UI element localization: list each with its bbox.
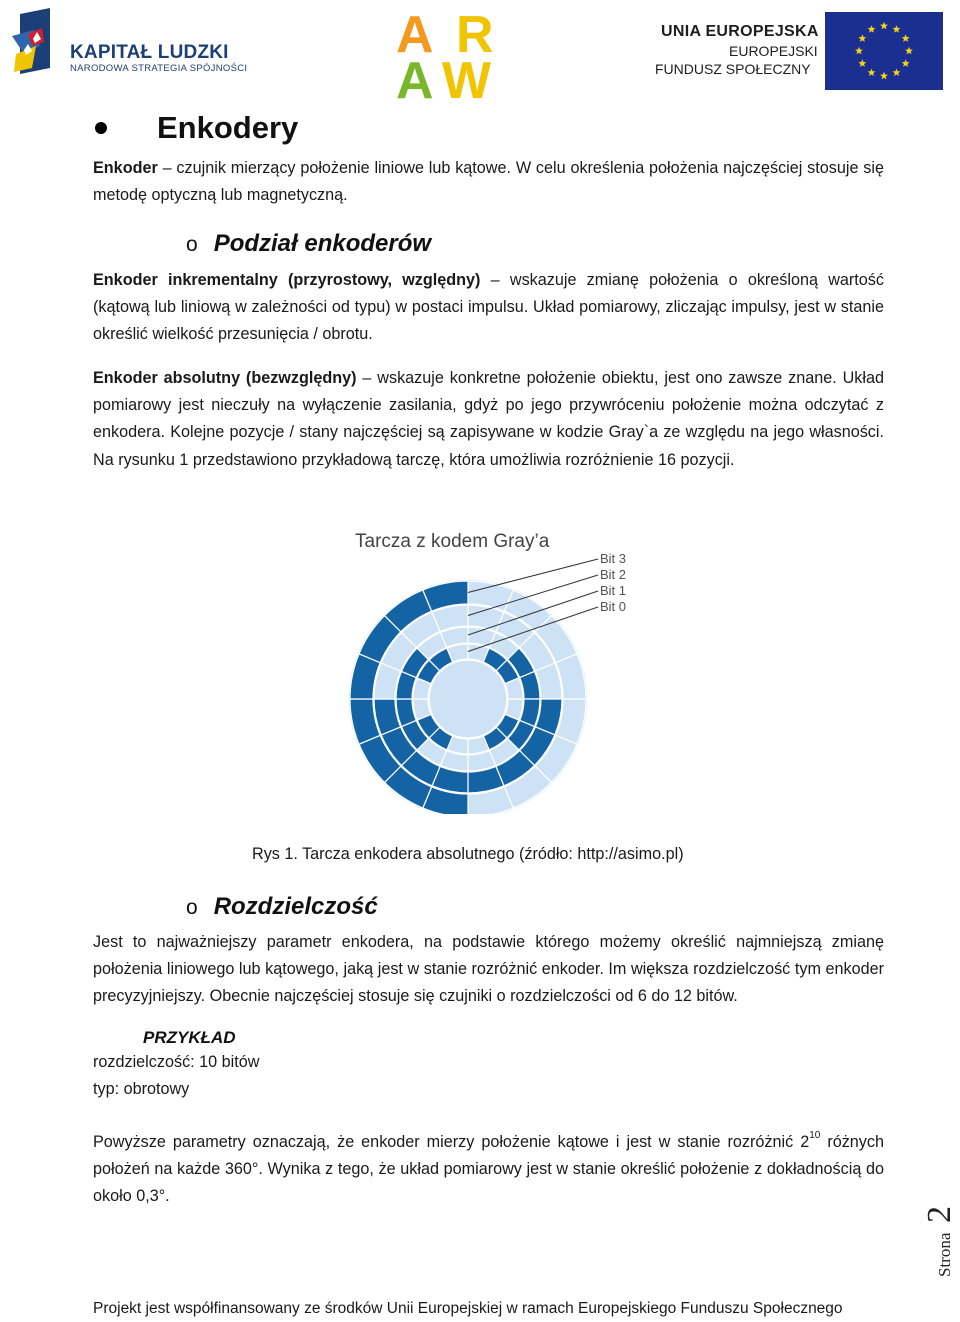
incremental-paragraph bbox=[93, 267, 884, 349]
figure-caption: Rys 1. Tarcza enkodera absolutnego (źródło: http://asimo.pl) bbox=[252, 845, 684, 863]
eu-star-icon bbox=[868, 68, 876, 76]
araw-letter-a2: A bbox=[396, 52, 434, 102]
gray-code-disk-figure bbox=[340, 524, 650, 814]
eu-star-icon bbox=[855, 47, 863, 55]
eu-star-icon bbox=[880, 22, 888, 30]
kapital-ludzki-logo bbox=[6, 6, 256, 92]
eu-star-icon bbox=[902, 34, 910, 42]
page-number bbox=[920, 1180, 960, 1290]
bit-label: Bit 3 bbox=[600, 551, 627, 566]
araw-letter-a1: A bbox=[396, 6, 434, 64]
example-line-resolution: rozdzielczość: 10 bitów bbox=[93, 1053, 260, 1071]
example-line-type: typ: obrotowy bbox=[93, 1080, 190, 1098]
section-marker: o bbox=[186, 896, 198, 919]
section-marker: o bbox=[186, 233, 198, 256]
kapital-ludzki-subtitle: NARODOWA STRATEGIA SPÓJNOŚCI bbox=[70, 63, 248, 74]
eu-star-icon bbox=[905, 47, 913, 55]
incremental-term: Enkoder inkrementalny (przyrostowy, względny) bbox=[93, 271, 481, 289]
section-heading-podzial bbox=[186, 230, 431, 258]
bit-label: Bit 2 bbox=[600, 567, 627, 582]
bit-label: Bit 0 bbox=[600, 599, 627, 614]
bit-leader-line bbox=[468, 559, 598, 593]
conclusion-text-before: Powyższe parametry oznaczają, że enkoder mierzy położenie kątowe i jest w stanie rozróżnić 2 bbox=[93, 1133, 810, 1151]
page-title: Enkodery bbox=[157, 110, 299, 145]
eu-star-icon bbox=[902, 59, 910, 67]
eu-star-icon bbox=[893, 68, 901, 76]
eu-star-icon bbox=[858, 34, 866, 42]
ue-line-1: UNIA EUROPEJSKA bbox=[661, 23, 819, 40]
heading-bullet-icon bbox=[95, 122, 107, 134]
page-number-value: 2 bbox=[921, 1206, 958, 1223]
eu-flag-icon bbox=[825, 12, 943, 90]
kapital-ludzki-title: KAPITAŁ LUDZKI bbox=[70, 42, 229, 63]
resolution-paragraph: Jest to najważniejszy parametr enkodera, na podstawie którego możemy określić najmniejszą zmianę położenia liniowego lub kątowego, jaką jest w stanie rozróżnić enkoder. Im większa rozdzielczość tym enkoder precyzyjniejszy. Obecnie najczęściej stosuje się czujniki o rozdzielczości od 6 do 12 bitów. bbox=[93, 933, 884, 1006]
incremental-text: – wskazuje zmianę położenia o określoną wartość (kątową lub liniową w zależności od typu) w postaci impulsu. Układ pomiarowy, zliczając impulsy, jest w stanie określić wielkość przesunięcia / obrotu. bbox=[93, 271, 884, 344]
page-label: Strona bbox=[935, 1232, 954, 1277]
absolute-term: Enkoder absolutny (bezwzględny) bbox=[93, 369, 357, 387]
conclusion-paragraph bbox=[93, 1122, 884, 1211]
intro-term: Enkoder bbox=[93, 159, 158, 177]
conclusion-text-after: różnych położeń na każde 360°. Wynika z tego, że układ pomiarowy jest w stanie określić położenie z dokładnością do około 0,3°. bbox=[93, 1133, 884, 1206]
ue-line-2: EUROPEJSKI bbox=[729, 43, 818, 59]
eu-star-icon bbox=[858, 59, 866, 67]
intro-text: – czujnik mierzący położenie liniowe lub kątowe. W celu określenia położenia najczęściej stosuje się metodę optyczną lub magnetyczną. bbox=[93, 159, 884, 205]
absolute-paragraph bbox=[93, 365, 884, 474]
section-title: Podział enkoderów bbox=[213, 230, 432, 257]
page-header bbox=[0, 0, 960, 110]
eu-star-icon bbox=[880, 72, 888, 80]
section-title: Rozdzielczość bbox=[213, 893, 378, 920]
section-heading-rozdzielczosc bbox=[186, 893, 378, 921]
kapital-ludzki-emblem bbox=[6, 6, 66, 92]
araw-letter-r: R bbox=[456, 6, 494, 64]
conclusion-exponent: 10 bbox=[809, 1130, 821, 1141]
araw-letter-w: W bbox=[442, 52, 492, 102]
gray-code-disk bbox=[340, 524, 650, 814]
example-label: PRZYKŁAD bbox=[143, 1028, 236, 1047]
footer-text: Projekt jest współfinansowany ze środków Unii Europejskiej w ramach Europejskiego Funduszu Społecznego bbox=[93, 1300, 843, 1317]
araw-logo bbox=[396, 6, 514, 102]
bit-label: Bit 1 bbox=[600, 583, 627, 598]
eu-star-icon bbox=[868, 25, 876, 33]
ue-efs-logo bbox=[655, 12, 945, 92]
figure-title: Tarcza z kodem Gray’a bbox=[355, 531, 550, 552]
eu-star-icon bbox=[893, 25, 901, 33]
intro-paragraph bbox=[93, 155, 884, 209]
main-heading bbox=[93, 108, 298, 148]
araw-logo-graphic bbox=[396, 6, 514, 102]
absolute-text: – wskazuje konkretne położenie obiektu, jest ono zawsze znane. Układ pomiarowy jest nieczuły na wyłączenie zasilania, gdyż po jego przywróceniu położenie można odczytać z enkodera. Kolejne pozycje / stany najczęściej są zapisywane w kodzie Gray`a ze względu na jego własności. Na rysunku 1 przedstawiono przykładową tarczę, która umożliwia rozróżnienie 16 pozycji. bbox=[93, 369, 884, 469]
ue-line-3: FUNDUSZ SPOŁECZNY bbox=[655, 61, 811, 77]
disk-hub bbox=[429, 660, 507, 738]
